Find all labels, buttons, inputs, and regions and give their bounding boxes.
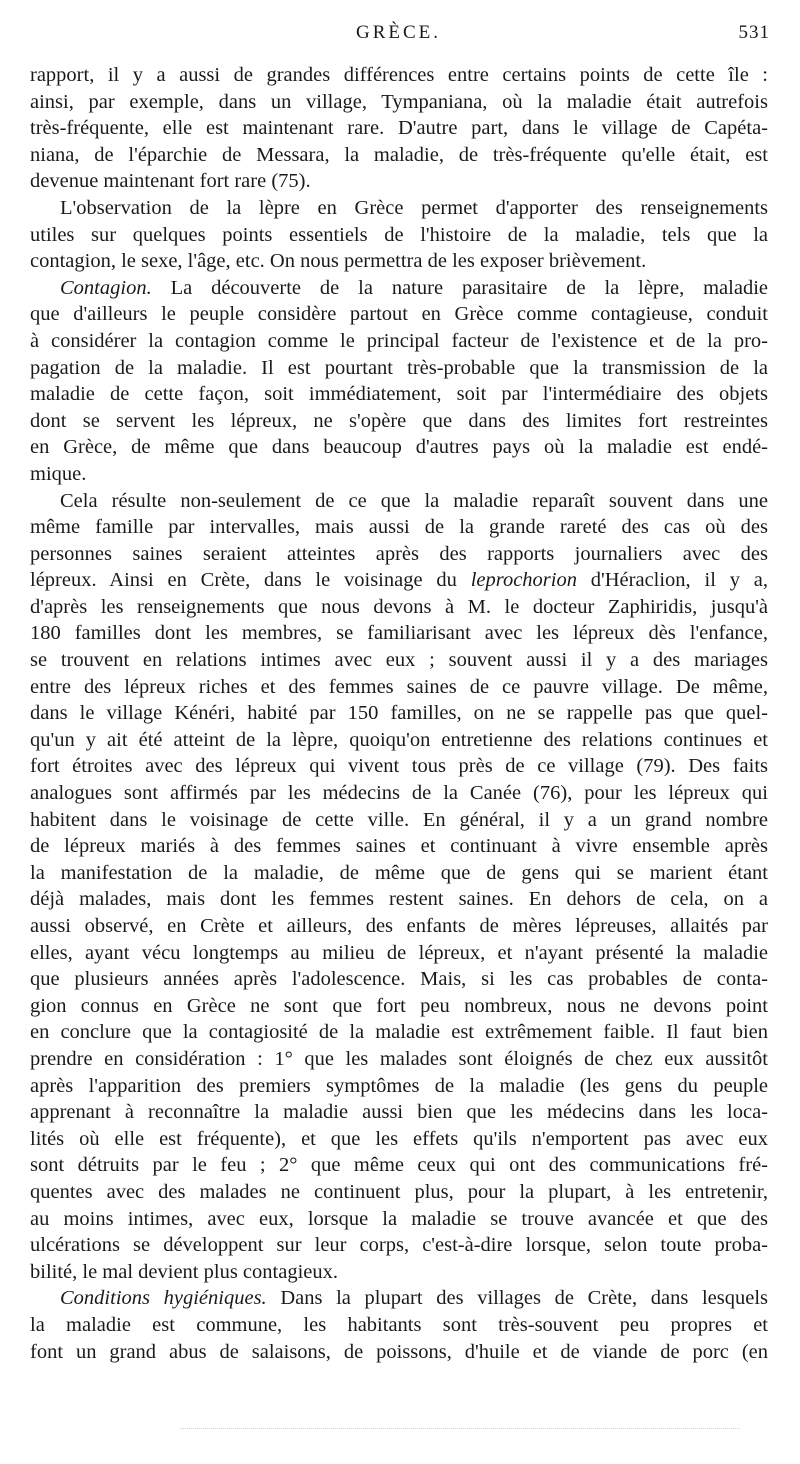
text-run: lépreux. Ainsi en Crète, dans le voisinage du [30,569,457,592]
text-line: gion connus en Grèce ne sont que fort peu nombreux, nous ne devons point [30,994,768,1017]
text-line: de lépreux mariés à des femmes saines et continuant à vivre ensemble après [30,835,768,858]
running-header [0,22,800,52]
text-line: niana, de l'éparchie de Messara, la maladie, de très-fréquente qu'elle était, est [30,143,768,166]
text-line: quentes avec des malades ne continuent plus, pour la plupart, à les entretenir, [30,1180,768,1203]
text-line: fort étroites avec des lépreux qui vivent tous près de ce village (79). Des faits [30,755,768,778]
text-line: même famille par intervalles, mais aussi de la grande rareté des cas où des [30,516,768,539]
scan-artifact [180,1428,740,1433]
text-line: qu'un y ait été atteint de la lèpre, quoiqu'on entretienne des relations continues et [30,728,768,751]
text-line: dont se servent les lépreux, ne s'opère que dans des limites fort restreintes [30,409,768,432]
text-line: L'observation de la lèpre en Grèce permet d'apporter des renseignements [60,196,768,219]
text-line [30,1285,768,1312]
section-heading-contagion: Contagion. [60,276,152,299]
text-line: devenue maintenant fort rare (75). [30,170,311,193]
text-line: maladie de cette façon, soit immédiatement, soit par l'intermédiaire des objets [30,383,768,406]
text-line: que plusieurs années après l'adolescence. Mais, si les cas probables de conta- [30,968,768,991]
text-line: la maladie est commune, les habitants sont très-souvent peu propres et [30,1313,768,1336]
text-line: rapport, il y a aussi de grandes différences entre certains points de cette île : [30,64,768,86]
text-line: bilité, le mal devient plus contagieux. [30,1260,338,1283]
text-line: après l'apparition des premiers symptômes de la maladie (les gens du peuple [30,1074,768,1097]
text-line: que d'ailleurs le peuple considère partout en Grèce comme contagieuse, conduit [30,303,768,326]
text-line: la manifestation de la maladie, de même que de gens qui se marient étant [30,861,768,884]
body-text [30,62,768,1365]
text-line: entre des lépreux riches et des femmes saines de ce pauvre village. De même, [30,675,768,698]
text-line [30,567,768,594]
text-line: d'après les renseignements que nous devons à M. le docteur Zaphiridis, jusqu'à [30,595,768,618]
text-line: ulcérations se développent sur leur corps, c'est-à-dire lorsque, selon toute proba- [30,1234,768,1257]
text-line: au moins intimes, avec eux, lorsque la maladie se trouve avancée et que des [30,1207,768,1230]
text-line: aussi observé, en Crète et ailleurs, des enfants de mères lépreuses, allaités par [30,915,768,937]
text-line: contagion, le sexe, l'âge, etc. On nous permettra de les exposer brièvement. [30,250,647,273]
text-line: sont détruits par le feu ; 2° que même ceux qui ont des communications fré- [30,1154,768,1177]
text-line: pagation de la maladie. Il est pourtant très-probable que la transmission de la [30,356,768,379]
text-line: à considérer la contagion comme le principal facteur de l'existence et de la pro- [30,329,768,352]
text-line: très-fréquente, elle est maintenant rare. D'autre part, dans le village de Capéta- [30,117,768,140]
text-line: personnes saines seraient atteintes après des rapports journaliers avec des [30,542,768,565]
text-line: font un grand abus de salaisons, de poissons, d'huile et de viande de porc (en [30,1340,768,1363]
text-line: prendre en considération : 1° que les malades sont éloignés de chez eux aussitôt [30,1047,768,1070]
text-line: en Grèce, de même que dans beaucoup d'autres pays où la maladie est endé- [30,436,768,459]
text-line: se trouvent en relations intimes avec eux ; souvent aussi il y a des mariages [30,649,768,672]
text-line: utiles sur quelques points essentiels de l'histoire de la maladie, tels que la [30,223,768,246]
term-leprochorion: leprochorion [470,569,577,592]
section-heading-conditions: Conditions hygiéniques. [60,1287,267,1310]
running-title: GRÈCE. [356,22,442,43]
text-run: d'Héraclion, il y a, [590,569,768,592]
text-line: Cela résulte non-seulement de ce que la maladie reparaît souvent dans une [60,489,768,512]
text-line: déjà malades, mais dont les femmes restent saines. En dehors de cela, on a [30,888,768,911]
text-line [30,275,768,302]
text-line: habitent dans le voisinage de cette ville. En général, il y a un grand nombre [30,808,768,831]
text-line: mique. [30,462,87,485]
text-line: 180 familles dont les membres, se familiarisant avec les lépreux dès l'enfance, [30,622,768,645]
text-line: analogues sont affirmés par les médecins de la Canée (76), pour les lépreux qui [30,782,768,805]
text-line: ainsi, par exemple, dans un village, Tympaniana, où la maladie était autrefois [30,90,768,113]
text-line: elles, ayant vécu longtemps au milieu de lépreux, et n'ayant présenté la maladie [30,941,768,964]
text-line: dans le village Kénéri, habité par 150 familles, on ne se rappelle pas que quel- [30,702,768,725]
text-line: en conclure que la contagiosité de la maladie est extrêmement faible. Il faut bien [30,1021,768,1044]
text-run: Dans la plupart des villages de Crète, dans lesquels [280,1287,768,1310]
page-number: 531 [738,22,770,43]
text-line: lités où elle est fréquente), et que les effets qu'ils n'emportent pas avec eux [30,1127,768,1150]
text-line: apprenant à reconnaître la maladie aussi bien que les médecins dans les loca- [30,1101,768,1124]
text-run: La découverte de la nature parasitaire de la lèpre, maladie [170,276,768,299]
